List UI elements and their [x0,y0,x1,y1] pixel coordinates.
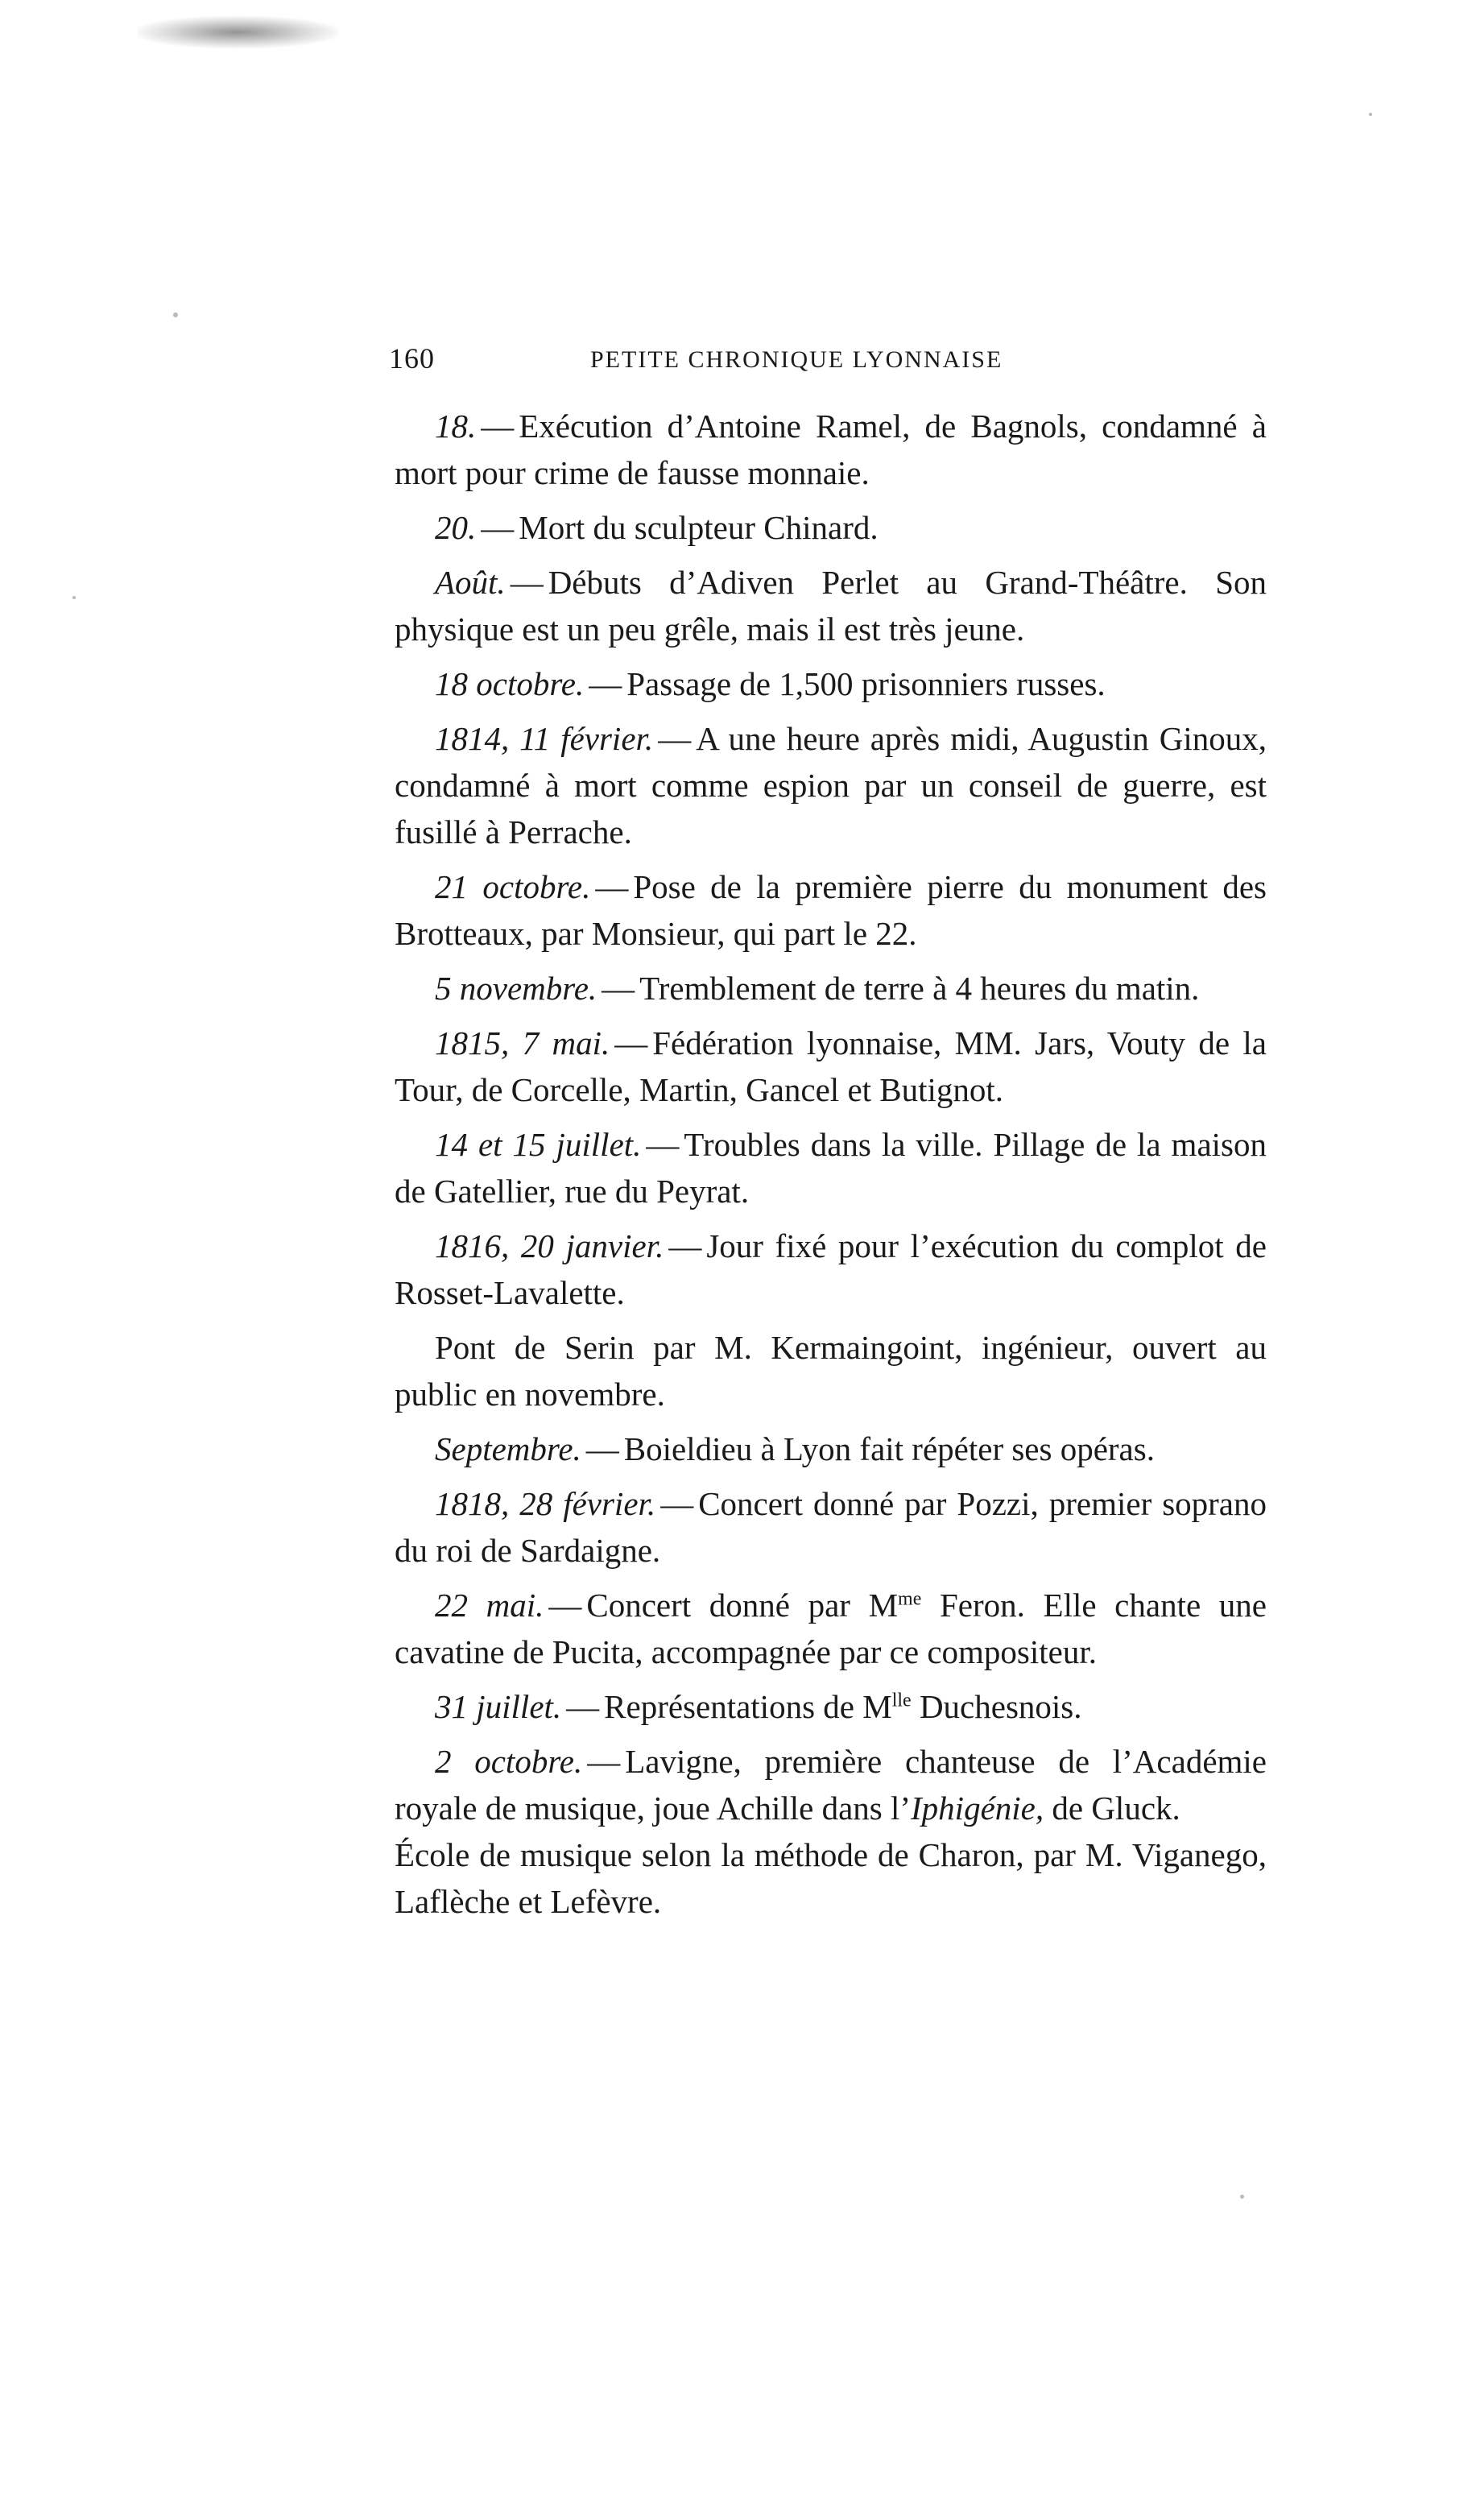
entry-text: Débuts d’Adiven Perlet au Grand-Théâtre. Son physique est un peu grêle, mais il est très jeune. [395,564,1267,648]
entry-text: A une heure après midi, Augustin Ginoux, condamné à mort comme espion par un conseil de guerre, est fusillé à Perrache. [395,720,1267,850]
entry-troubles [395,1121,1267,1214]
entry-earthquake [395,965,1267,1012]
entry-date: 5 novembre. [435,970,597,1007]
scan-speck [1240,2195,1244,2199]
em-dash: — [585,1430,619,1467]
entry-date: 18. [435,408,477,445]
entry-ecole-musique [395,1831,1267,1925]
entry-complot [395,1223,1267,1316]
entry-text: de Gluck. [1044,1790,1180,1827]
entry-date: 21 octobre. [435,868,591,905]
em-dash: — [614,1024,648,1061]
em-dash: — [646,1126,680,1163]
entry-text: Lavigne, première chanteuse de l’Académie royale de musique, joue Achille dans l’ [395,1743,1267,1827]
em-dash: — [589,665,622,702]
entry-text: Mort du sculpteur Chinard. [519,509,879,546]
entry-text: Feron. Elle chante une cavatine de Pucita, accompagnée par ce compositeur. [395,1587,1267,1670]
entry-ginoux-execution [395,715,1267,855]
em-dash: — [566,1688,600,1725]
scan-smudge [137,16,338,48]
entry-date: 31 juillet. [435,1688,562,1725]
em-dash: — [481,509,515,546]
entry-date: 1818, 28 février. [435,1485,656,1522]
entry-date: 18 octobre. [435,665,585,702]
page-number: 160 [389,342,435,374]
entry-text: Pont de Serin par M. Kermaingoint, ingénieur, ouvert au public en novembre. [395,1329,1267,1413]
entry-date: 1816, 20 janvier. [435,1227,664,1264]
em-dash: — [587,1743,621,1780]
em-dash: — [660,1485,694,1522]
entry-text: Fédération lyonnaise, MM. Jars, Vouty de la Tour, de Corcelle, Martin, Gancel et Butignot. [395,1024,1267,1108]
entry-date: Août. [435,564,506,601]
em-dash: — [658,720,692,757]
entry-text: Duchesnois. [911,1688,1082,1725]
entry-perlet-debut [395,559,1267,652]
entry-duchesnois [395,1683,1267,1730]
entry-lavigne [395,1738,1267,1831]
entry-date: 1815, 7 mai. [435,1024,610,1061]
entry-text: Exécution d’Antoine Ramel, de Bagnols, condamné à mort pour crime de fausse monnaie. [395,408,1267,491]
scan-speck [1369,113,1372,116]
entry-text: Troubles dans la ville. Pillage de la maison de Gatellier, rue du Peyrat. [395,1126,1267,1210]
entry-brotteaux-monument [395,863,1267,957]
em-dash: — [668,1227,702,1264]
entry-text: Jour fixé pour l’exécution du complot de Rosset-Lavalette. [395,1227,1267,1311]
page-header [389,341,1275,390]
entry-text: Concert donné par Pozzi, premier soprano du roi de Sardaigne. [395,1485,1267,1569]
chronicle-text [395,403,1267,1933]
entry-concert-feron [395,1582,1267,1675]
opera-title: Iphigénie, [911,1790,1044,1827]
entry-concert-pozzi [395,1480,1267,1574]
running-head: PETITE CHRONIQUE LYONNAISE [590,346,1003,373]
em-dash: — [602,970,635,1007]
title-superscript: lle [891,1690,912,1711]
entry-text: Tremblement de terre à 4 heures du matin. [639,970,1200,1007]
scan-speck [72,596,76,599]
entry-text: École de musique selon la méthode de Charon, par M. Viganego, Laflèche et Lefèvre. [395,1836,1267,1920]
entry-date: Septembre. [435,1430,581,1467]
entry-date: 1814, 11 février. [435,720,654,757]
em-dash: — [548,1587,582,1624]
scan-speck [173,312,178,317]
entry-text: Concert donné par M [586,1587,899,1624]
entry-text: Représentations de M [604,1688,892,1725]
title-superscript: me [898,1588,922,1610]
entry-date: 14 et 15 juillet. [435,1126,642,1163]
entry-date: 2 octobre. [435,1743,583,1780]
entry-text: Pose de la première pierre du monument des Brotteaux, par Monsieur, qui part le 22. [395,868,1267,952]
entry-date: 22 mai. [435,1587,544,1624]
entry-execution-ramel [395,403,1267,496]
entry-date: 20. [435,509,477,546]
em-dash: — [595,868,629,905]
em-dash: — [510,564,544,601]
entry-boieldieu [395,1426,1267,1472]
entry-pont-serin [395,1324,1267,1417]
entry-text: Boieldieu à Lyon fait répéter ses opéras. [623,1430,1155,1467]
entry-russian-prisoners [395,660,1267,707]
em-dash: — [481,408,515,445]
entry-death-chinard [395,504,1267,551]
entry-federation [395,1020,1267,1113]
entry-text: Passage de 1,500 prisonniers russes. [626,665,1106,702]
